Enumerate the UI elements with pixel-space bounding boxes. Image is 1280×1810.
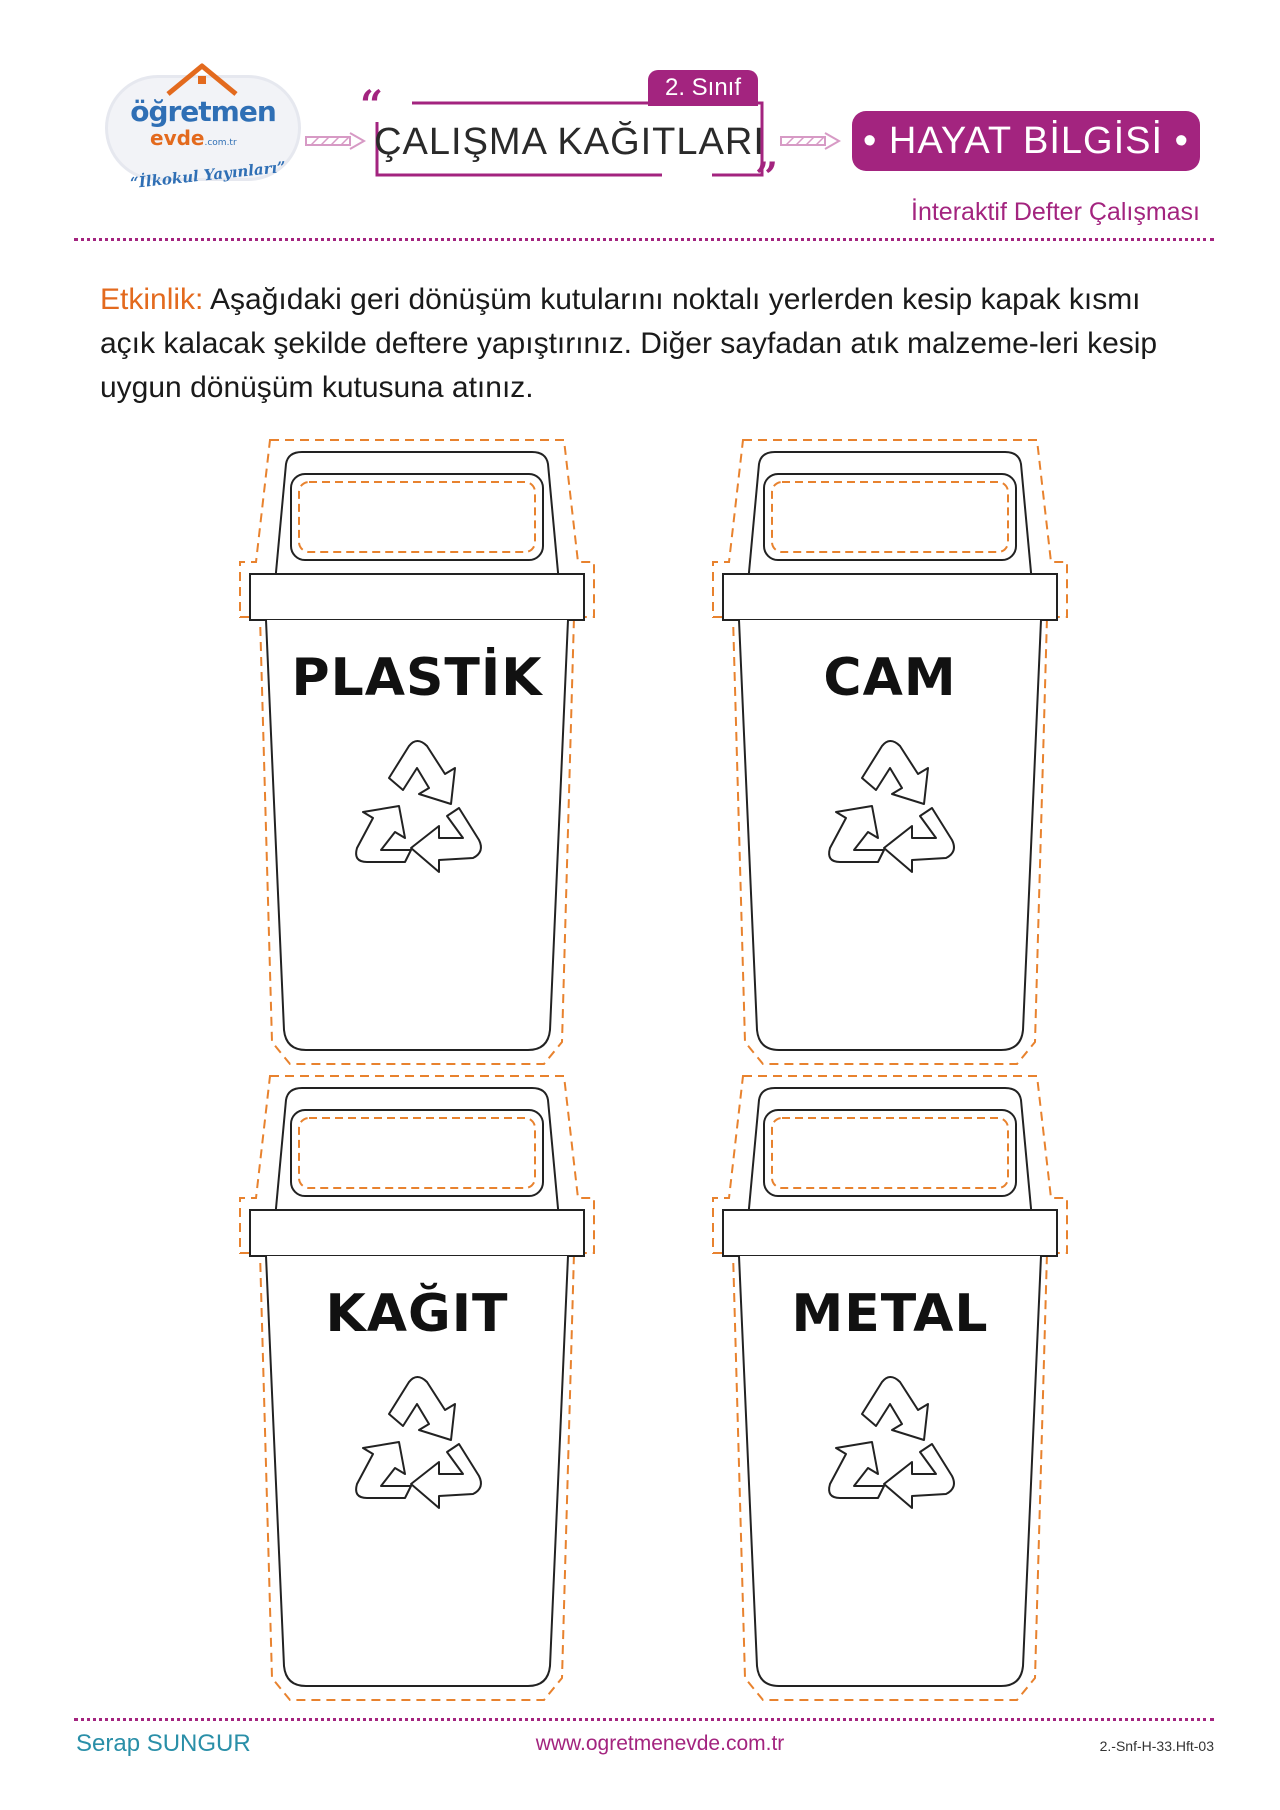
- arrow-right-icon: [780, 132, 842, 146]
- recycling-bin-plastik: [222, 432, 612, 1072]
- subject-badge: • HAYAT BİLGİSİ •: [852, 111, 1200, 171]
- bin-label: CAM: [823, 648, 957, 708]
- footer-code: 2.-Snf-H-33.Hft-03: [1099, 1738, 1214, 1754]
- footer-url[interactable]: www.ogretmenevde.com.tr: [535, 1732, 785, 1755]
- grade-tab: 2. Sınıf: [648, 70, 758, 106]
- bin-label: KAĞIT: [325, 1284, 509, 1344]
- logo-sub-text: evde: [150, 126, 205, 150]
- recycle-icon: [327, 732, 507, 916]
- logo: [100, 58, 310, 208]
- logo-domain: .com.tr: [204, 138, 237, 148]
- arrow-right-icon: [305, 132, 367, 146]
- recycling-bin-cam: [695, 432, 1085, 1072]
- instruction-label: Etkinlik:: [100, 283, 204, 316]
- recycle-icon: [800, 1368, 980, 1552]
- close-quote: ”: [755, 154, 779, 201]
- header-divider: [74, 238, 1214, 241]
- instruction-text: Aşağıdaki geri dönüşüm kutularını noktalı yerlerden kesip kapak kısmı açık kalacak şekilde deftere yapıştırınız. Diğer sayfadan atık malzeme-leri kesip uygun dönüşüm kutusuna atınız.: [100, 283, 1158, 404]
- recycle-icon: [327, 1368, 507, 1552]
- open-quote: “: [360, 82, 384, 129]
- instruction: [100, 278, 1180, 410]
- page-title: ÇALIŞMA KAĞITLARI: [374, 121, 765, 163]
- page-subtitle: İnteraktif Defter Çalışması: [911, 198, 1200, 226]
- recycle-icon: [800, 732, 980, 916]
- bin-label: METAL: [791, 1284, 989, 1344]
- logo-name: öğretmen: [130, 95, 276, 128]
- logo-tagline: “İlkokul Yayınları”: [129, 157, 287, 193]
- footer-author: Serap SUNGUR: [76, 1730, 251, 1757]
- logo-sub: [150, 128, 300, 153]
- footer-divider: [74, 1718, 1214, 1721]
- house-icon: [162, 60, 242, 100]
- bin-label: PLASTİK: [291, 648, 543, 708]
- recycling-bin-kagit: [222, 1068, 612, 1708]
- recycling-bin-metal: [695, 1068, 1085, 1708]
